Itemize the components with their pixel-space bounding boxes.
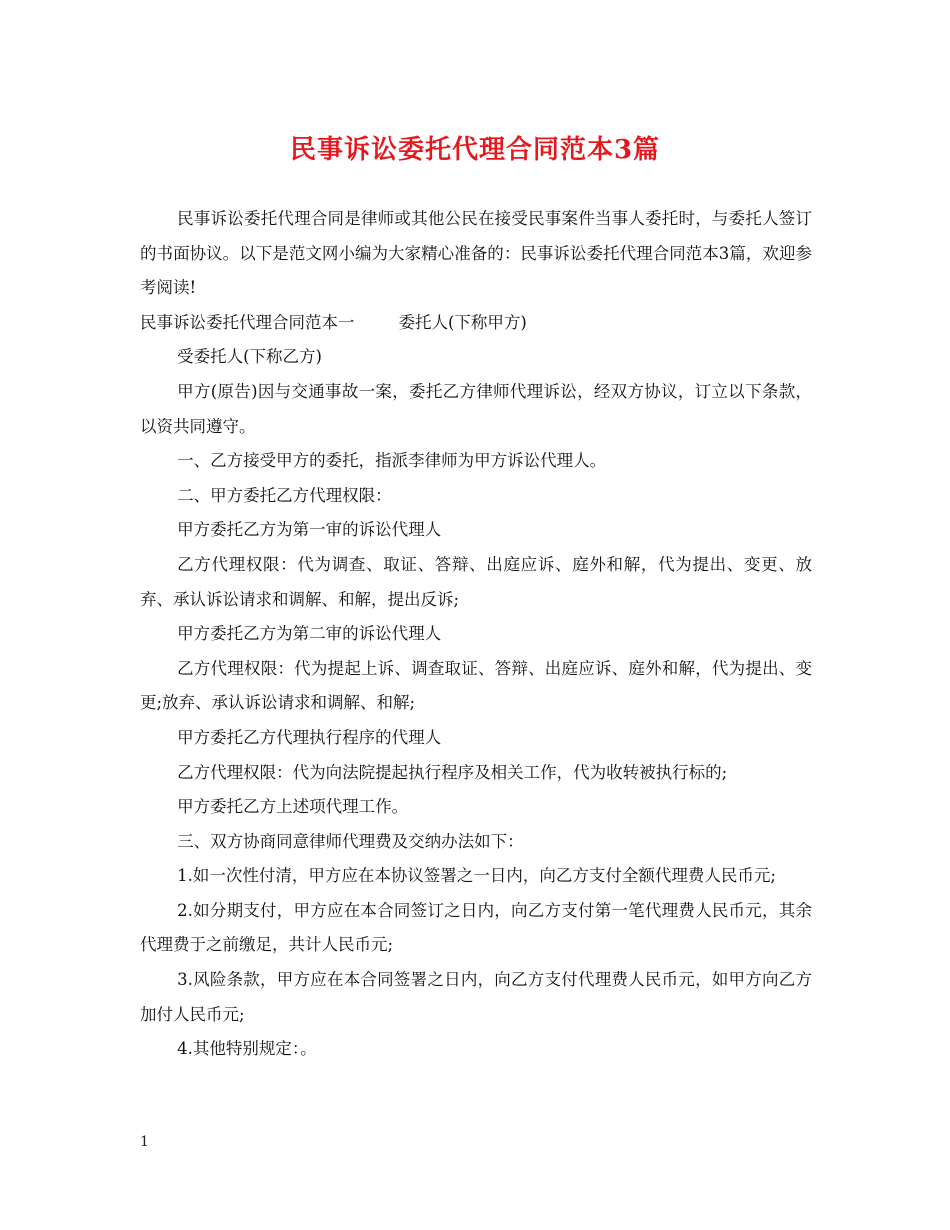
paragraph: 受委托人(下称乙方) xyxy=(177,347,322,367)
paragraph: 甲方委托乙方代理执行程序的代理人 xyxy=(177,727,442,747)
paragraph: 4.其他特别规定：。 xyxy=(177,1039,317,1059)
section-heading-line xyxy=(140,306,812,341)
page-number: 1 xyxy=(140,1134,149,1150)
intro-paragraph: 民事诉讼委托代理合同是律师或其他公民在接受民事案件当事人委托时，与委托人签订的书面协议。以下是范文网小编为大家精心准备的：民事诉讼委托代理合同范本3篇，欢迎参考阅读! xyxy=(140,209,812,298)
client-line: 委托人(下称甲方) xyxy=(398,312,527,332)
paragraph: 甲方(原告)因与交通事故一案，委托乙方律师代理诉讼，经双方协议，订立以下条款，以资共同遵守。 xyxy=(140,381,812,436)
paragraph: 一、乙方接受甲方的委托，指派李律师为甲方诉讼代理人。 xyxy=(177,451,607,471)
paragraph: 三、双方协商同意律师代理费及交纳办法如下： xyxy=(177,831,524,851)
paragraph: 甲方委托乙方为第二审的诉讼代理人 xyxy=(177,624,442,644)
document-body xyxy=(140,202,812,1067)
paragraph: 2.如分期支付，甲方应在本合同签订之日内，向乙方支付第一笔代理费人民币元，其余代理费于之前缴足，共计人民币元; xyxy=(140,900,812,955)
paragraph: 1.如一次性付清，甲方应在本协议签署之一日内，向乙方支付全额代理费人民币元; xyxy=(177,866,776,886)
paragraph: 甲方委托乙方上述项代理工作。 xyxy=(177,797,409,817)
paragraph: 二、甲方委托乙方代理权限： xyxy=(177,485,392,505)
paragraph: 乙方代理权限：代为调查、取证、答辩、出庭应诉、庭外和解，代为提出、变更、放弃、承认诉讼请求和调解、和解，提出反诉; xyxy=(140,554,812,609)
paragraph: 3.风险条款，甲方应在本合同签署之日内，向乙方支付代理费人民币元，如甲方向乙方加付人民币元; xyxy=(140,970,812,1024)
document-title: 民事诉讼委托代理合同范本3篇 xyxy=(289,135,661,165)
paragraph: 甲方委托乙方为第一审的诉讼代理人 xyxy=(177,520,442,540)
paragraph: 乙方代理权限：代为提起上诉、调查取证、答辩、出庭应诉、庭外和解，代为提出、变更;放弃、承认诉讼请求和调解、和解; xyxy=(140,658,812,713)
section-heading: 民事诉讼委托代理合同范本一 xyxy=(140,312,355,332)
paragraph: 乙方代理权限：代为向法院提起执行程序及相关工作，代为收转被执行标的; xyxy=(177,762,728,782)
